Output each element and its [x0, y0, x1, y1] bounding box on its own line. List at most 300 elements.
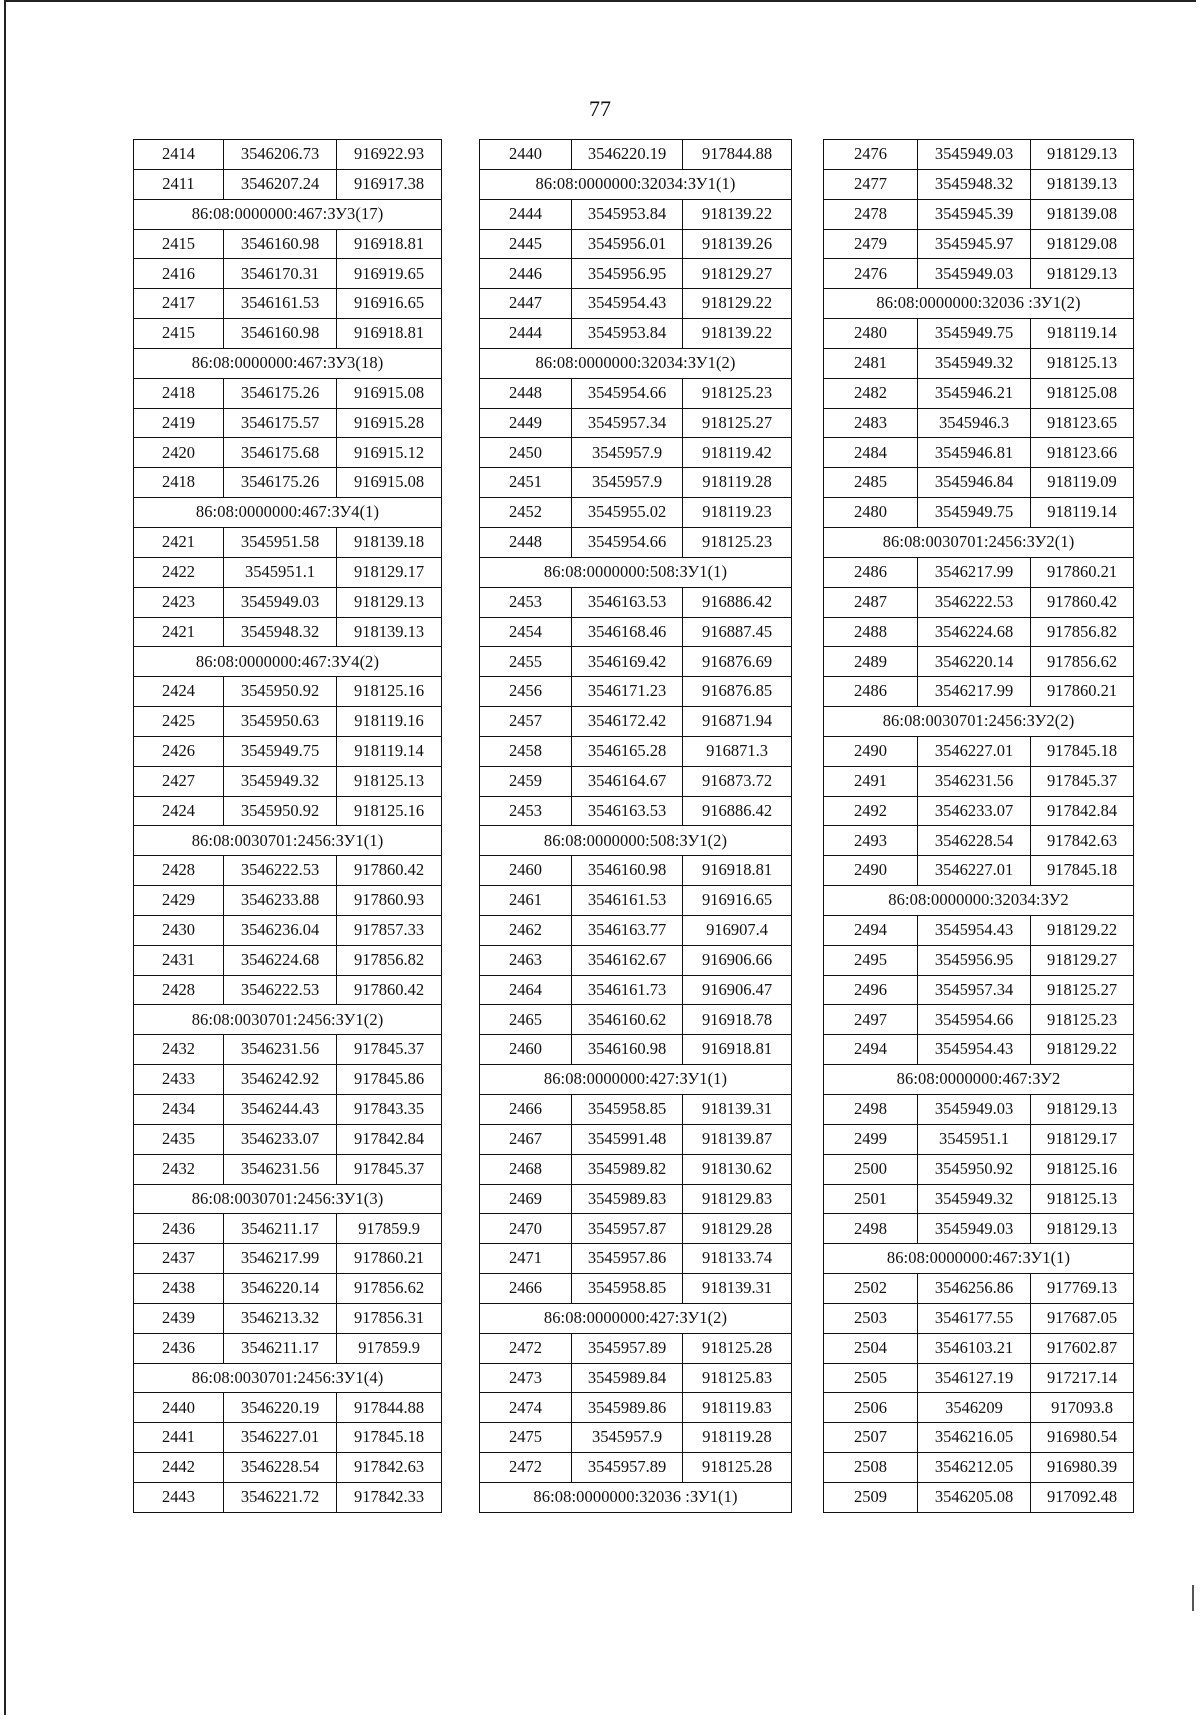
point-number: 2486 — [824, 557, 918, 587]
table-row — [134, 1333, 442, 1363]
point-number: 2415 — [134, 229, 224, 259]
table-row — [480, 1124, 792, 1154]
parcel-id: 86:08:0000000:32036 :ЗУ1(2) — [824, 289, 1134, 319]
table-row — [480, 617, 792, 647]
table-row — [134, 140, 442, 170]
point-number: 2454 — [480, 617, 572, 647]
parcel-id: 86:08:0000000:427:ЗУ1(2) — [480, 1303, 792, 1333]
coord-x: 3545956.95 — [572, 259, 683, 289]
table-row — [134, 1423, 442, 1453]
coord-y: 917856.62 — [1031, 647, 1134, 677]
coord-y: 918125.16 — [1031, 1154, 1134, 1184]
point-number: 2472 — [480, 1453, 572, 1483]
point-number: 2481 — [824, 348, 918, 378]
point-number: 2505 — [824, 1363, 918, 1393]
point-number: 2441 — [134, 1423, 224, 1453]
coord-x: 3546220.19 — [224, 1393, 337, 1423]
parcel-header-row — [480, 826, 792, 856]
parcel-header-row — [480, 1303, 792, 1333]
coord-y: 918123.66 — [1031, 438, 1134, 468]
coord-y: 917857.33 — [337, 915, 442, 945]
coord-x: 3545957.9 — [572, 468, 683, 498]
coord-y: 918129.08 — [1031, 229, 1134, 259]
coord-y: 918129.13 — [1031, 140, 1134, 170]
coord-x: 3545955.02 — [572, 498, 683, 528]
coord-x: 3546244.43 — [224, 1095, 337, 1125]
coord-x: 3546172.42 — [572, 707, 683, 737]
parcel-header-row — [824, 289, 1134, 319]
point-number: 2468 — [480, 1154, 572, 1184]
coord-y: 918125.16 — [337, 796, 442, 826]
point-number: 2482 — [824, 378, 918, 408]
table-row — [480, 259, 792, 289]
coord-y: 916918.81 — [337, 319, 442, 349]
coord-y: 918130.62 — [683, 1154, 792, 1184]
coord-x: 3546217.99 — [224, 1244, 337, 1274]
coord-x: 3545948.32 — [224, 617, 337, 647]
coord-x: 3545948.32 — [918, 169, 1031, 199]
point-number: 2480 — [824, 319, 918, 349]
table-row — [480, 229, 792, 259]
point-number: 2424 — [134, 796, 224, 826]
coord-x: 3545946.3 — [918, 408, 1031, 438]
table-row — [824, 229, 1134, 259]
coord-x: 3545989.86 — [572, 1393, 683, 1423]
point-number: 2483 — [824, 408, 918, 438]
coord-y: 918139.22 — [683, 199, 792, 229]
point-number: 2448 — [480, 527, 572, 557]
parcel-id: 86:08:0000000:467:ЗУ1(1) — [824, 1244, 1134, 1274]
table-row — [134, 587, 442, 617]
table-row — [824, 1423, 1134, 1453]
table-row — [824, 975, 1134, 1005]
table-row — [824, 468, 1134, 498]
coord-x: 3545956.95 — [918, 945, 1031, 975]
coord-x: 3545946.21 — [918, 378, 1031, 408]
coord-x: 3546160.98 — [572, 1035, 683, 1065]
point-number: 2490 — [824, 736, 918, 766]
coord-x: 3546228.54 — [918, 826, 1031, 856]
coord-x: 3546163.53 — [572, 796, 683, 826]
parcel-header-row — [824, 527, 1134, 557]
table-row — [480, 1393, 792, 1423]
point-number: 2432 — [134, 1035, 224, 1065]
point-number: 2484 — [824, 438, 918, 468]
parcel-header-row — [480, 169, 792, 199]
coord-x: 3546228.54 — [224, 1453, 337, 1483]
table-row — [824, 1453, 1134, 1483]
coord-y: 918119.42 — [683, 438, 792, 468]
coord-y: 917860.42 — [1031, 587, 1134, 617]
coord-y: 917845.37 — [337, 1154, 442, 1184]
table-row — [824, 169, 1134, 199]
table-row — [824, 1005, 1134, 1035]
point-number: 2435 — [134, 1124, 224, 1154]
parcel-header-row — [824, 707, 1134, 737]
table-row — [824, 378, 1134, 408]
point-number: 2426 — [134, 736, 224, 766]
coord-y: 917845.18 — [1031, 856, 1134, 886]
parcel-header-row — [134, 1184, 442, 1214]
coord-y: 917845.86 — [337, 1065, 442, 1095]
point-number: 2491 — [824, 766, 918, 796]
point-number: 2422 — [134, 557, 224, 587]
point-number: 2437 — [134, 1244, 224, 1274]
coord-x: 3545954.43 — [572, 289, 683, 319]
coord-x: 3545949.75 — [224, 736, 337, 766]
coord-x: 3546175.68 — [224, 438, 337, 468]
table-row — [134, 378, 442, 408]
parcel-header-row — [480, 1065, 792, 1095]
parcel-header-row — [480, 1482, 792, 1512]
coord-x: 3545957.9 — [572, 438, 683, 468]
point-number: 2508 — [824, 1453, 918, 1483]
table-row — [824, 348, 1134, 378]
parcel-header-row — [134, 348, 442, 378]
point-number: 2414 — [134, 140, 224, 170]
coord-y: 916915.08 — [337, 378, 442, 408]
coord-y: 918129.13 — [1031, 1214, 1134, 1244]
coord-y: 918119.14 — [1031, 498, 1134, 528]
point-number: 2486 — [824, 677, 918, 707]
coord-y: 918139.31 — [683, 1274, 792, 1304]
table-row — [134, 617, 442, 647]
table-row — [480, 140, 792, 170]
coord-y: 918129.22 — [683, 289, 792, 319]
point-number: 2427 — [134, 766, 224, 796]
table-row — [480, 915, 792, 945]
coord-x: 3545954.43 — [918, 915, 1031, 945]
coord-x: 3546170.31 — [224, 259, 337, 289]
coord-x: 3546163.53 — [572, 587, 683, 617]
parcel-header-row — [134, 199, 442, 229]
point-number: 2444 — [480, 199, 572, 229]
table-row — [824, 1482, 1134, 1512]
table-row — [134, 1453, 442, 1483]
coord-y: 918125.28 — [683, 1453, 792, 1483]
coord-y: 918125.13 — [1031, 1184, 1134, 1214]
coord-y: 917687.05 — [1031, 1303, 1134, 1333]
point-number: 2428 — [134, 975, 224, 1005]
coord-x: 3545989.82 — [572, 1154, 683, 1184]
coord-x: 3545951.1 — [224, 557, 337, 587]
coord-y: 916886.42 — [683, 587, 792, 617]
parcel-id: 86:08:0000000:508:ЗУ1(2) — [480, 826, 792, 856]
point-number: 2456 — [480, 677, 572, 707]
table-row — [480, 498, 792, 528]
table-row — [134, 736, 442, 766]
coord-y: 917856.31 — [337, 1303, 442, 1333]
table-row — [134, 945, 442, 975]
coord-y: 918125.13 — [1031, 348, 1134, 378]
table-row — [824, 408, 1134, 438]
table-row — [824, 1274, 1134, 1304]
table-row — [134, 527, 442, 557]
coord-x: 3545951.1 — [918, 1124, 1031, 1154]
parcel-id: 86:08:0000000:467:ЗУ3(17) — [134, 199, 442, 229]
coord-x: 3545957.87 — [572, 1214, 683, 1244]
point-number: 2453 — [480, 796, 572, 826]
coord-y: 917856.62 — [337, 1274, 442, 1304]
coord-y: 917859.9 — [337, 1214, 442, 1244]
table-row — [480, 856, 792, 886]
point-number: 2492 — [824, 796, 918, 826]
table-row — [480, 408, 792, 438]
coord-x: 3546222.53 — [224, 975, 337, 1005]
coord-y: 918133.74 — [683, 1244, 792, 1274]
coord-x: 3546168.46 — [572, 617, 683, 647]
coord-x: 3545957.34 — [918, 975, 1031, 1005]
table-row — [134, 1244, 442, 1274]
point-number: 2436 — [134, 1214, 224, 1244]
table-row — [480, 647, 792, 677]
table-row — [480, 1184, 792, 1214]
parcel-id: 86:08:0030701:2456:ЗУ1(1) — [134, 826, 442, 856]
point-number: 2498 — [824, 1214, 918, 1244]
coord-y: 918129.27 — [683, 259, 792, 289]
point-number: 2430 — [134, 915, 224, 945]
point-number: 2444 — [480, 319, 572, 349]
coord-y: 917844.88 — [337, 1393, 442, 1423]
table-row — [134, 1035, 442, 1065]
point-number: 2501 — [824, 1184, 918, 1214]
coord-y: 918119.23 — [683, 498, 792, 528]
table-row — [824, 1363, 1134, 1393]
table-row — [134, 707, 442, 737]
table-row — [134, 259, 442, 289]
coord-y: 916980.54 — [1031, 1423, 1134, 1453]
table-row — [134, 1274, 442, 1304]
coordinate-table-middle — [479, 139, 792, 1513]
table-row — [824, 1124, 1134, 1154]
margin-mark — [1192, 1585, 1194, 1611]
point-number: 2463 — [480, 945, 572, 975]
table-row — [134, 1124, 442, 1154]
point-number: 2423 — [134, 587, 224, 617]
coord-y: 918129.28 — [683, 1214, 792, 1244]
table-row — [134, 468, 442, 498]
coord-x: 3545949.03 — [918, 140, 1031, 170]
coord-x: 3546220.19 — [572, 140, 683, 170]
parcel-id: 86:08:0030701:2456:ЗУ1(4) — [134, 1363, 442, 1393]
table-row — [134, 766, 442, 796]
point-number: 2460 — [480, 1035, 572, 1065]
coord-x: 3546127.19 — [918, 1363, 1031, 1393]
coord-x: 3545949.32 — [918, 348, 1031, 378]
coord-y: 917093.8 — [1031, 1393, 1134, 1423]
coord-y: 918125.83 — [683, 1363, 792, 1393]
coord-x: 3545957.9 — [572, 1423, 683, 1453]
coord-x: 3546164.67 — [572, 766, 683, 796]
point-number: 2443 — [134, 1482, 224, 1512]
table-row — [824, 766, 1134, 796]
point-number: 2500 — [824, 1154, 918, 1184]
table-row — [824, 1214, 1134, 1244]
coord-x: 3545949.03 — [918, 1214, 1031, 1244]
point-number: 2421 — [134, 527, 224, 557]
table-row — [480, 1035, 792, 1065]
table-row — [824, 647, 1134, 677]
table-row — [480, 766, 792, 796]
table-row — [480, 677, 792, 707]
point-number: 2462 — [480, 915, 572, 945]
point-number: 2415 — [134, 319, 224, 349]
coord-x: 3546206.73 — [224, 140, 337, 170]
table-row — [134, 169, 442, 199]
parcel-id: 86:08:0000000:467:ЗУ4(2) — [134, 647, 442, 677]
coord-x: 3546161.53 — [224, 289, 337, 319]
table-row — [480, 319, 792, 349]
table-row — [824, 1095, 1134, 1125]
point-number: 2473 — [480, 1363, 572, 1393]
coord-y: 918139.22 — [683, 319, 792, 349]
coord-y: 916906.47 — [683, 975, 792, 1005]
coord-y: 918139.13 — [1031, 169, 1134, 199]
point-number: 2485 — [824, 468, 918, 498]
coord-x: 3545954.66 — [572, 527, 683, 557]
table-row — [824, 796, 1134, 826]
coord-x: 3546175.26 — [224, 378, 337, 408]
point-number: 2450 — [480, 438, 572, 468]
coord-y: 918125.23 — [683, 378, 792, 408]
point-number: 2471 — [480, 1244, 572, 1274]
coord-x: 3546161.53 — [572, 886, 683, 916]
table-row — [480, 736, 792, 766]
point-number: 2479 — [824, 229, 918, 259]
coord-x: 3545957.89 — [572, 1453, 683, 1483]
point-number: 2440 — [480, 140, 572, 170]
coord-x: 3546177.55 — [918, 1303, 1031, 1333]
coord-y: 918139.31 — [683, 1095, 792, 1125]
coord-x: 3546169.42 — [572, 647, 683, 677]
coord-y: 918129.17 — [337, 557, 442, 587]
point-number: 2442 — [134, 1453, 224, 1483]
table-row — [134, 229, 442, 259]
point-number: 2440 — [134, 1393, 224, 1423]
coordinate-table — [133, 139, 442, 1513]
parcel-id: 86:08:0030701:2456:ЗУ1(3) — [134, 1184, 442, 1214]
parcel-header-row — [480, 348, 792, 378]
coord-x: 3545958.85 — [572, 1274, 683, 1304]
coord-y: 917860.93 — [337, 886, 442, 916]
coord-y: 916871.3 — [683, 736, 792, 766]
table-row — [480, 1095, 792, 1125]
point-number: 2465 — [480, 1005, 572, 1035]
coord-y: 916915.28 — [337, 408, 442, 438]
table-row — [824, 736, 1134, 766]
point-number: 2507 — [824, 1423, 918, 1453]
coord-x: 3546212.05 — [918, 1453, 1031, 1483]
table-row — [134, 975, 442, 1005]
coord-x: 3546220.14 — [918, 647, 1031, 677]
point-number: 2431 — [134, 945, 224, 975]
coord-x: 3546211.17 — [224, 1214, 337, 1244]
coord-x: 3545949.75 — [918, 498, 1031, 528]
coord-y: 916918.81 — [337, 229, 442, 259]
point-number: 2418 — [134, 468, 224, 498]
point-number: 2448 — [480, 378, 572, 408]
parcel-header-row — [824, 1244, 1134, 1274]
coord-y: 917845.37 — [337, 1035, 442, 1065]
coord-y: 918129.22 — [1031, 915, 1134, 945]
coord-y: 916980.39 — [1031, 1453, 1134, 1483]
parcel-header-row — [134, 826, 442, 856]
coord-y: 917845.18 — [1031, 736, 1134, 766]
point-number: 2464 — [480, 975, 572, 1005]
parcel-id: 86:08:0000000:467:ЗУ3(18) — [134, 348, 442, 378]
coord-y: 917844.88 — [683, 140, 792, 170]
coord-x: 3545945.39 — [918, 199, 1031, 229]
coord-x: 3546231.56 — [224, 1035, 337, 1065]
coord-y: 918125.23 — [1031, 1005, 1134, 1035]
coord-y: 916907.4 — [683, 915, 792, 945]
parcel-id: 86:08:0000000:32034:ЗУ2 — [824, 886, 1134, 916]
coord-x: 3546165.28 — [572, 736, 683, 766]
table-row — [480, 1363, 792, 1393]
point-number: 2458 — [480, 736, 572, 766]
table-row — [480, 199, 792, 229]
point-number: 2416 — [134, 259, 224, 289]
coordinate-table-right — [823, 139, 1134, 1513]
coord-x: 3546242.92 — [224, 1065, 337, 1095]
table-row — [134, 1095, 442, 1125]
coord-x: 3546171.23 — [572, 677, 683, 707]
coord-x: 3546222.53 — [918, 587, 1031, 617]
point-number: 2488 — [824, 617, 918, 647]
point-number: 2497 — [824, 1005, 918, 1035]
point-number: 2446 — [480, 259, 572, 289]
coord-x: 3545951.58 — [224, 527, 337, 557]
table-row — [480, 527, 792, 557]
point-number: 2469 — [480, 1184, 572, 1214]
table-row — [480, 587, 792, 617]
coord-x: 3545949.03 — [918, 1095, 1031, 1125]
table-row — [480, 886, 792, 916]
coord-x: 3546224.68 — [918, 617, 1031, 647]
coord-y: 917845.37 — [1031, 766, 1134, 796]
coord-x: 3545954.66 — [572, 378, 683, 408]
parcel-header-row — [134, 647, 442, 677]
coord-x: 3546233.88 — [224, 886, 337, 916]
coord-x: 3546205.08 — [918, 1482, 1031, 1512]
table-row — [824, 557, 1134, 587]
coord-x: 3546160.98 — [224, 229, 337, 259]
coord-y: 918125.16 — [337, 677, 442, 707]
point-number: 2466 — [480, 1095, 572, 1125]
coord-x: 3545954.43 — [918, 1035, 1031, 1065]
point-number: 2477 — [824, 169, 918, 199]
point-number: 2476 — [824, 140, 918, 170]
coordinate-table — [479, 139, 792, 1513]
coord-x: 3546160.98 — [224, 319, 337, 349]
coord-y: 917842.33 — [337, 1482, 442, 1512]
point-number: 2424 — [134, 677, 224, 707]
coord-x: 3546160.62 — [572, 1005, 683, 1035]
table-row — [134, 856, 442, 886]
coord-x: 3546227.01 — [918, 736, 1031, 766]
table-row — [824, 498, 1134, 528]
table-row — [824, 1184, 1134, 1214]
point-number: 2433 — [134, 1065, 224, 1095]
parcel-header-row — [134, 498, 442, 528]
coord-x: 3545945.97 — [918, 229, 1031, 259]
table-row — [480, 468, 792, 498]
coord-y: 916915.12 — [337, 438, 442, 468]
coord-x: 3546160.98 — [572, 856, 683, 886]
coord-x: 3546162.67 — [572, 945, 683, 975]
coord-x: 3546103.21 — [918, 1333, 1031, 1363]
point-number: 2480 — [824, 498, 918, 528]
